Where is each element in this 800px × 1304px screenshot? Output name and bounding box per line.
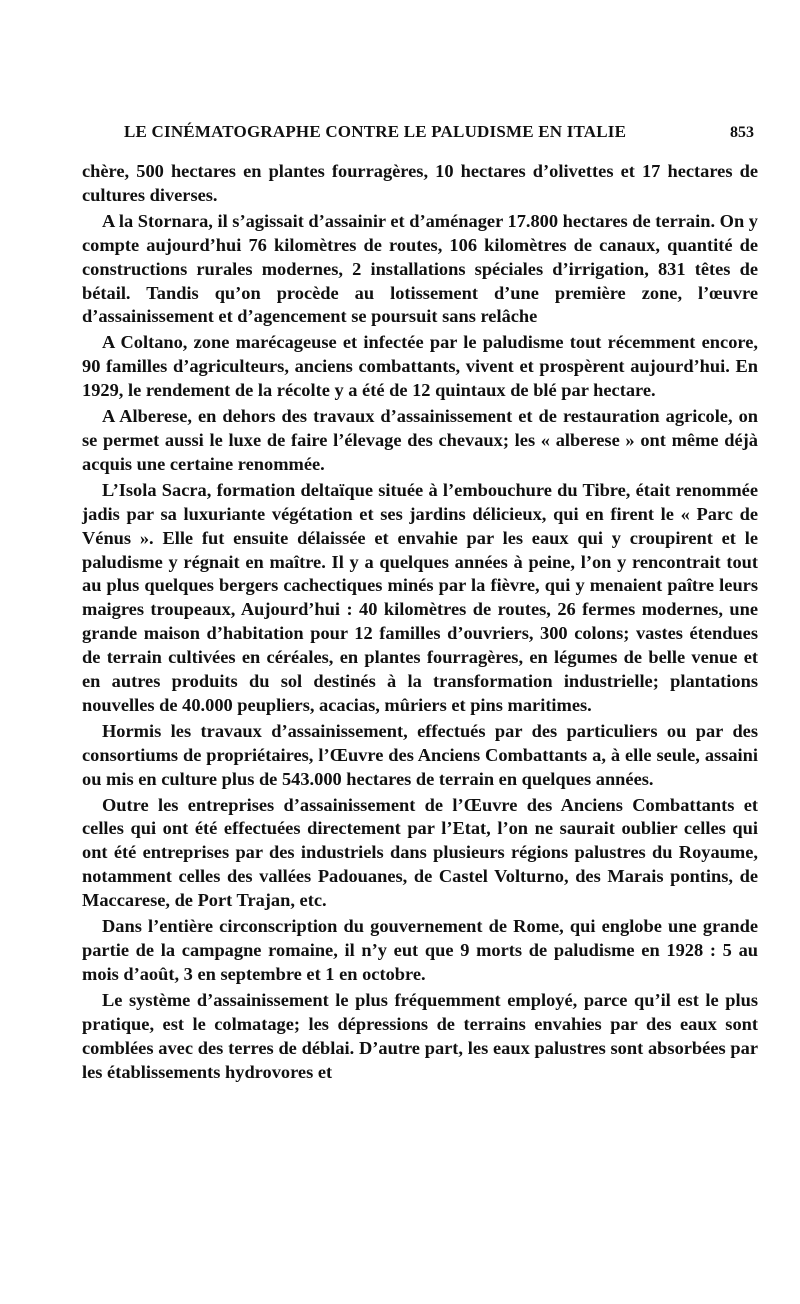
running-header — [82, 118, 758, 148]
body-text — [82, 160, 758, 1084]
paragraph-anciens-combattants: Hormis les travaux d’assainissement, effectués par des particuliers ou par des consortiums de propriétaires, l’Œuvre des Anciens Combattants a, à elle seule, assaini ou mis en culture plus de 543.000 hectares de terrain en quelques années. — [82, 720, 758, 789]
paragraph-isola-sacra: L’Isola Sacra, formation deltaïque située à l’embouchure du Tibre, était renommée jadis par sa luxuriante végétation et ses jardins délicieux, qui en firent le « Parc de Vénus ». Elle fut ensuite délaissée et envahie par les eaux qui y croupirent et le paludisme y régnait en maître. Il y a quelques années à peine, l’on y rencontrait tout au plus quelques bergers cachectiques minés par la fièvre, qui y menaient paître leurs maigres troupeaux, Aujourd’hui : 40 kilomètres de routes, 26 fermes modernes, une grande maison d’habitation pour 12 familles d’ouvriers, 300 colons; vastes étendues de terrain cultivées en céréales, en plantes fourragères, en légumes de belle venue et en autres produits du sol destinés à la transformation industrielle; plantations nouvelles de 40.000 peupliers, acacias, mûriers et pins maritimes. — [82, 479, 758, 715]
paragraph-alberese: A Alberese, en dehors des travaux d’assainissement et de restauration agricole, on se permet aussi le luxe de faire l’élevage des chevaux; les « alberese » ont même déjà acquis une certaine renommée. — [82, 406, 758, 474]
document-page — [82, 118, 758, 1086]
paragraph-continued: chère, 500 hectares en plantes fourragères, 10 hectares d’olivettes et 17 hectares de cultures diverses. — [82, 161, 758, 205]
running-title: LE CINÉMATOGRAPHE CONTRE LE PALUDISME EN ITALIE — [124, 122, 627, 141]
page-number: 853 — [730, 124, 754, 141]
paragraph-coltano: A Coltano, zone marécageuse et infectée par le paludisme tout récemment encore, 90 familles d’agriculteurs, anciens combattants, vivent et prospèrent aujourd’hui. En 1929, le rendement de la récolte y a été de 12 quintaux de blé par hectare. — [82, 332, 758, 401]
paragraph-entreprises: Outre les entreprises d’assainissement de l’Œuvre des Anciens Combattants et celles qui ont été effectuées directement par l’Etat, l’on ne saurait oublier celles qui ont été entreprises par des industriels dans plusieurs régions palustres du Royaume, notamment celles des vallées Padouanes, de Castel Volturno, des Marais pontins, de Maccarese, de Port Trajan, etc. — [82, 794, 758, 911]
paragraph-stornara: A la Stornara, il s’agissait d’assainir et d’aménager 17.800 hectares de terrain. On y compte aujourd’hui 76 kilomètres de routes, 106 kilomètres de canaux, quantité de constructions rurales modernes, 2 installations spéciales d’irrigation, 831 têtes de bétail. Tandis qu’on procède au lotissement d’une première zone, l’œuvre d’assainissement et d’agencement se poursuit sans relâche — [82, 210, 758, 327]
paragraph-rome: Dans l’entière circonscription du gouvernement de Rome, qui englobe une grande partie de la campagne romaine, il n’y eut que 9 morts de paludisme en 1928 : 5 au mois d’août, 3 en septembre et 1 en octobre. — [82, 916, 758, 984]
paragraph-colmatage: Le système d’assainissement le plus fréquemment employé, parce qu’il est le plus pratique, est le colmatage; les dépressions de terrains envahies par des eaux sont comblées avec des terres de déblai. D’autre part, les eaux palustres sont absorbées par les établissements hydrovores et — [82, 989, 758, 1082]
